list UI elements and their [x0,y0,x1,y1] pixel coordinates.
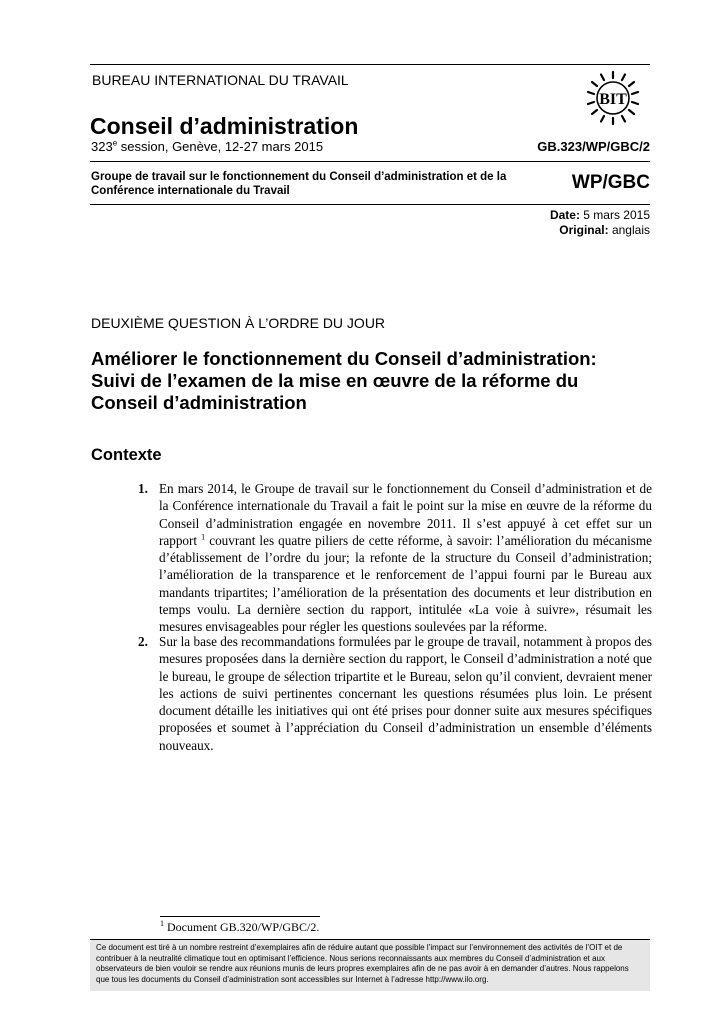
top-rule [90,64,650,65]
paragraph-2 [138,633,652,754]
agenda-item: DEUXIÈME QUESTION À L’ORDRE DU JOUR [91,315,386,331]
organization-name: BUREAU INTERNATIONAL DU TRAVAIL [92,72,349,88]
ilo-logo [578,67,648,129]
paragraph-text-part: En mars 2014, le Groupe de travail sur le fonctionnement du Conseil d’administration et de la Conférence internationale du Travail a fait le point sur la mise en œuvre de la réforme du Conseil d’administration engagée en novembre 2011. Il s’est appuyé à cet effet sur un rapport [159,481,652,548]
paragraph-1 [138,480,652,636]
footnote-text: Document GB.320/WP/GBC/2. [164,920,320,934]
session-line [91,139,323,154]
section-heading: Contexte [91,446,162,464]
ilo-logo-graphic [578,67,648,129]
working-group-rule [90,204,650,205]
document-title: Améliorer le fonctionnement du Conseil d’administration: Suivi de l’examen de la mise en œuvre de la réforme du Conseil d’administration [91,348,597,413]
working-group-code: WP/GBC [571,172,650,193]
original-value: anglais [608,223,650,237]
council-title: Conseil d’administration [90,113,359,139]
paragraph-text [159,480,652,636]
environmental-notice: Ce document est tiré à un nombre restreint d’exemplaires afin de réduire autant que possible l’impact sur l’environnement des activités de l’OIT et de contribuer à la neutralité climatique tout en optimisant l’efficience. Nous serions reconnaissants aux membres du Conseil d’administration et aux observateurs de bien vouloir se rendre aux réunions munis de leurs propres exemplaires afin de ne pas avoir à en demander d’autres. Nous rappelons que tous les documents du Conseil d’administration sont accessibles sur Internet à l’adresse http://www.ilo.org. [90,939,650,991]
paragraph-text: Sur la base des recommandations formulées par le groupe de travail, notamment à propos des mesures proposées dans la dernière section du rapport, le Conseil d’administration a noté que le bureau, le groupe de sélection tripartite et le Bureau, selon qu’il convient, devraient mener les actions de suivi pertinentes concernant les questions résumées plus loin. Le présent document détaille les initiatives qui ont été prises pour donner suite aux mesures spécifiques proposées et soumet à l’appréciation du Conseil d’administration un ensemble d’éléments nouveaux. [159,634,652,753]
original-line [550,223,650,238]
logo-text: BIT [599,91,627,108]
date-value: 5 mars 2015 [579,208,650,222]
document-reference: GB.323/WP/GBC/2 [537,139,650,154]
working-group-name: Groupe de travail sur le fonctionnement du Conseil d’administration et de la Conférence internationale du Travail [91,171,507,197]
header-rule [90,161,650,162]
date-label: Date: [549,208,580,222]
footnote-number: 1 [160,919,164,928]
paragraph-number: 1. [138,481,148,496]
session-details: session, Genève, 12-27 mars 2015 [117,139,324,154]
footnote-ref: 1 [201,532,206,542]
footnote [160,920,319,935]
paragraph-number: 2. [138,634,148,649]
original-label: Original: [559,223,609,237]
session-number: 323 [91,139,113,154]
paragraph-text-part: couvrant les quatre piliers de cette réforme, à savoir: l’amélioration du mécanisme d’établissement de l’ordre du jour; la refonte de la structure du Conseil d’administration; l’amélioration de la transparence et le renforcement de l’appui fourni par le Bureau aux mandants tripartites; l’amélioration de la présentation des documents et leur distribution en temps voulu. La dernière section du rapport, intitulée «La voie à suivre», résumait les mesures envisageables pour régler les questions soulevées par la réforme. [159,532,652,635]
document-meta [550,208,650,238]
date-line [550,208,650,223]
session-ordinal: e [112,138,118,148]
footnote-rule [160,916,320,917]
